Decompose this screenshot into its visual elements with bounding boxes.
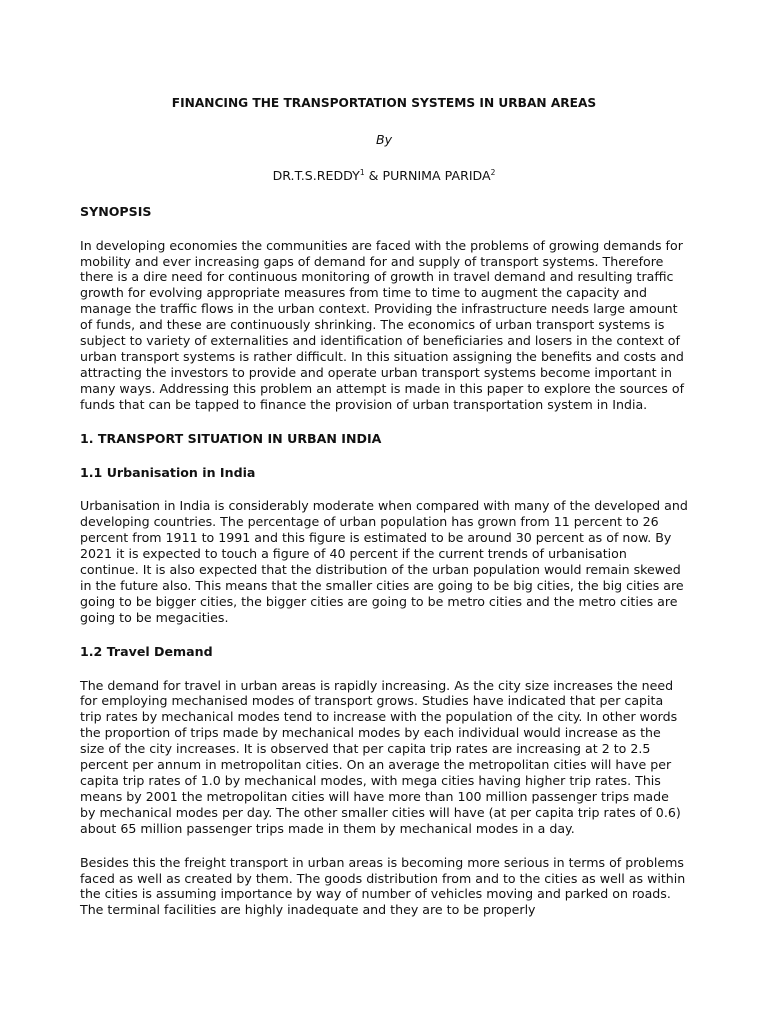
author-1-name: DR.T.S.REDDY [272, 167, 360, 183]
author-separator: & [364, 167, 383, 183]
synopsis-paragraph: In developing economies the communities are faced with the problems of growing demands for mobility and ever increasing gaps of demand for and supply of transport systems. Therefore there is a dire need for continuous monitoring of growth in travel demand and resulting traffic growth for evolving appropriate measures from time to time to augment the capacity and manage the traffic flows in the urban context. Providing the infrastructure needs large amount of funds, and these are continuously shrinking. The economics of urban transport systems is subject to variety of externalities and identification of beneficiaries and losers in the context of urban transport systems is rather difficult. In this situation assigning the benefits and costs and attracting the investors to provide and operate urban transport systems become important in many ways. Addressing this problem an attempt is made in this paper to explore the sources of funds that can be tapped to finance the provision of urban transportation system in India. [80, 237, 685, 412]
document-page [80, 96, 688, 936]
synopsis-heading: SYNOPSIS [80, 203, 152, 219]
author-2-footnote-mark: 2 [490, 167, 496, 177]
byline: By [375, 131, 393, 147]
section-1-1-heading: 1.1 Urbanisation in India [80, 464, 256, 480]
author-2-name: PURNIMA PARIDA [382, 167, 491, 183]
section-1-2-paragraph-1: The demand for travel in urban areas is rapidly increasing. As the city size increases the need for employing mechanised modes of transport grows. Studies have indicated that per capita trip rates by mechanical modes tend to increase with the population of the city. In other words the proportion of trips made by mechanical modes by each individual would increase as the size of the city increases. It is observed that per capita trip rates are increasing at 2 to 2.5 percent per annum in metropolitan cities. On an average the metropolitan cities will have per capita trip rates of 1.0 by mechanical modes, with mega cities having higher trip rates. This means by 2001 the metropolitan cities will have more than 100 million passenger trips made by mechanical modes per day. The other smaller cities will have (at per capita trip rates of 0.6) about 65 million passenger trips made in them by mechanical modes in a day. [80, 677, 681, 836]
author-line [80, 168, 688, 184]
section-1-2-paragraph-2: Besides this the freight transport in urban areas is becoming more serious in terms of problems faced as well as created by them. The goods distribution from and to the cities as well as within the cities is assuming importance by way of number of vehicles moving and parked on roads. The terminal facilities are highly inadequate and they are to be properly [80, 854, 686, 918]
section-1-2-heading: 1.2 Travel Demand [80, 643, 213, 659]
author-1-footnote-mark: 1 [359, 167, 365, 177]
document-title: FINANCING THE TRANSPORTATION SYSTEMS IN URBAN AREAS [171, 96, 597, 110]
section-1-1-paragraph: Urbanisation in India is considerably moderate when compared with many of the developed and developing countries. The percentage of urban population has grown from 11 percent to 26 percent from 1911 to 1991 and this figure is estimated to be around 30 percent as of now. By 2021 it is expected to touch a figure of 40 percent if the current trends of urbanisation continue. It is also expected that the distribution of the urban population would remain skewed in the future also. This means that the smaller cities are going to be big cities, the big cities are going to be bigger cities, the bigger cities are going to be metro cities and the metro cities are going to be megacities. [80, 498, 688, 625]
section-1-heading: 1. TRANSPORT SITUATION IN URBAN INDIA [80, 430, 382, 446]
